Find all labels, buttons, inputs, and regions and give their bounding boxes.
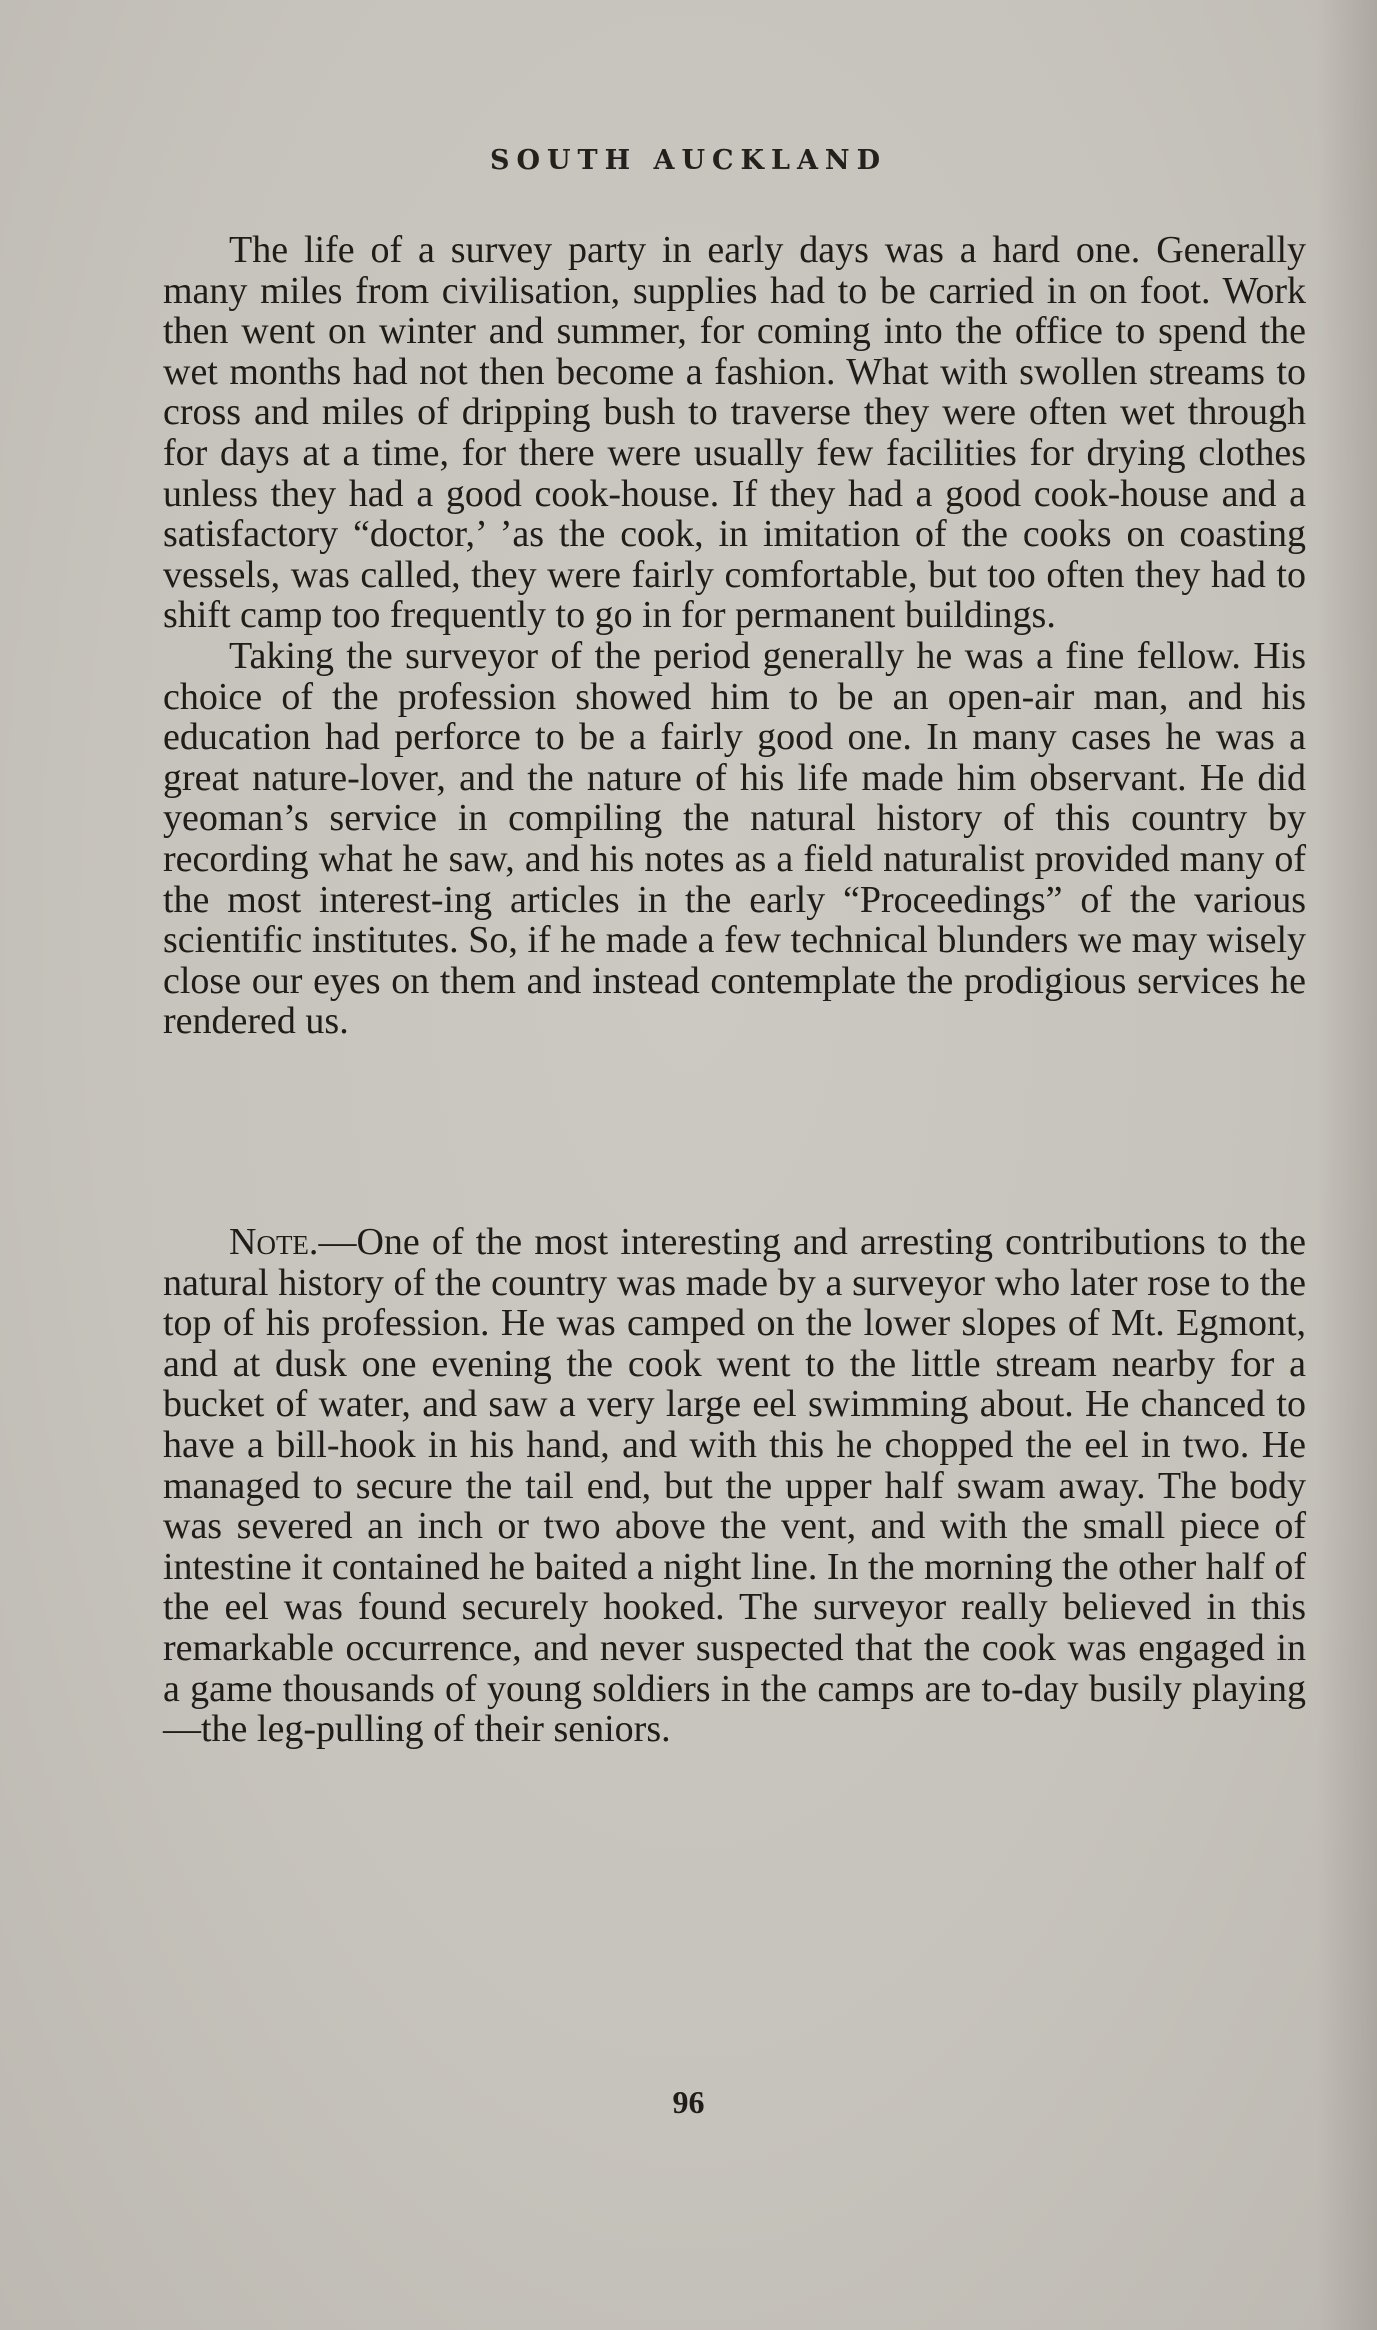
paragraph-survey-party: The life of a survey party in early days was a hard one. Generally many miles from civilisation, supplies had to be carried in on foot. Work then went on winter and summer, for coming into the office to spend the wet months had not then become a fashion. What with swollen streams to cross and miles of dripping bush to traverse they were often wet through for days at a time, for there were usually few facilities for drying clothes unless they had a good cook-house. If they had a good cook-house and a satisfactory “doctor,’ ’as the cook, in imitation of the cooks on coasting vessels, was called, they were fairly comfortable, but too often they had to shift camp too frequently to go in for permanent buildings.	[163, 229, 1306, 637]
running-head: SOUTH AUCKLAND	[489, 145, 888, 176]
note-text: —One of the most interesting and arresting contributions to the natural history of the country was made by a surveyor who later rose to the top of his profession. He was camped on the lower slopes of Mt. Egmont, and at dusk one evening the cook went to the little stream nearby for a bucket of water, and saw a very large eel swimming about. He chanced to have a bill-hook in his hand, and with this he chopped the eel in two. He managed to secure the tail end, but the upper half swam away. The body was severed an inch or two above the vent, and with the small piece of intestine it contained he baited a night line. In the morning the other half of the eel was found securely hooked. The surveyor really believed in this remarkable occurrence, and never suspected that the cook was engaged in a game thousands of young soldiers in the camps are to-day busily playing—the leg-pulling of their seniors.	[163, 1221, 1306, 1751]
page-number: 96	[672, 2084, 705, 2120]
note-section	[163, 1222, 1306, 1750]
page-edge-shadow	[1317, 0, 1377, 2330]
main-text	[163, 230, 1306, 1042]
note-paragraph	[163, 1222, 1306, 1750]
note-label: Note.	[229, 1221, 319, 1263]
paragraph-surveyor-character: Taking the surveyor of the period generally he was a fine fellow. His choice of the profession showed him to be an open-air man, and his education had perforce to be a fairly good one. In many cases he was a great nature-lover, and the nature of his life made him observant. He did yeoman’s service in compiling the natural history of this country by recording what he saw, and his notes as a field naturalist provided many of the most interest-ing articles in the early “Proceedings” of the various scientific institutes. So, if he made a few technical blunders we may wisely close our eyes on them and instead contemplate the prodigious services he rendered us.	[163, 634, 1306, 1043]
